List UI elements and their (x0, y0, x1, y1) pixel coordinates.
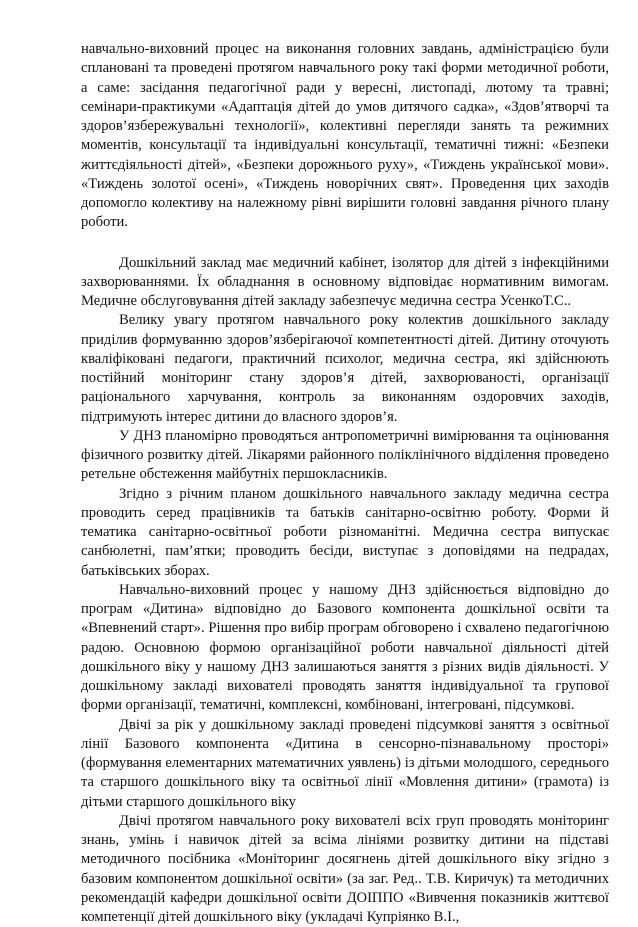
paragraph-sanitary-education: Згідно з річним планом дошкільного навчального закладу медична сестра проводить серед працівників та батьків санітарно-освітню роботу. Форми й тематика санітарно-освітньої роботи різноманітні. Медична сестра випускає санбюлетні, пам’ятки; проводить бесіди, виступає з доповідями на педрадах, батьківських зборах. (81, 485, 609, 579)
paragraph-anthropometry: У ДНЗ планомірно проводяться антропометричні вимірювання та оцінювання фізичного розвитку дітей. Лікарями районного поліклінічного відділення проведено ретельне обстеження майбутніх першокласників. (81, 427, 609, 483)
paragraph-gap (81, 233, 609, 254)
document-body (81, 40, 609, 927)
paragraph-medical-office: Дошкільний заклад має медичний кабінет, ізолятор для дітей з інфекційними захворюваннями. Їх обладнання в основному відповідає нормативним вимогам. Медичне обслуговування дітей закладу забезпечує медична сестра УсенкоТ.С.. (81, 254, 609, 309)
paragraph-final-classes: Двічі за рік у дошкільному закладі проведені підсумкові заняття з освітньої лінії Базового компонента «Дитина в сенсорно-пізнавальному просторі» (формування елементарних математичних уявлень) із дітьми молодшого, середнього та старшого дошкільного віку та освітньої лінії «Мовлення дитини» (грамота) із дітьми старшого дошкільного віку (81, 716, 609, 810)
paragraph-educational-process: Навчально-виховний процес у нашому ДНЗ здійснюється відповідно до програм «Дитина» відповідно до Базового компонента дошкільної освіти та «Впевнений старт». Рішення про вибір програм обговорено і схвалено педагогічною радою. Основною формою організаційної роботи навчальної діяльності дітей дошкільного віку у нашому ДНЗ залишаються заняття з різних видів діяльності. У дошкільному закладі вихователі проводять заняття індивідуальної та групової форми організації, тематичні, комплексні, комбіновані, інтегровані, підсумкові. (81, 581, 609, 714)
paragraph-monitoring: Двічі протягом навчального року вихователі всіх груп проводять моніторинг знань, умінь і навичок дітей за всіма лініями розвитку дитини на підставі методичного посібника «Моніторинг досягнень дітей дошкільного віку згідно з базовим компонентом дошкільної освіти» (за заг. Ред.. Т.В. Киричук) та методичних рекомендацій кафедри дошкільної освіти ДОІППО «Вивчення показників життєвої компетенції дітей дошкільного віку (укладачі Купріянко В.І., (81, 812, 609, 925)
paragraph-health-competence: Велику увагу протягом навчального року колектив дошкільного закладу приділив формуванню здоров’язберігаючої компетентності дітей. Дитину оточують кваліфіковані педагоги, практичний психолог, медична сестра, які здійснюють постійний моніторинг стану здоров’я дітей, захворюваності, організації раціонального харчування, контроль за виконанням оздоровчих заходів, підтримують інтерес дитини до власного здоров’я. (81, 312, 609, 425)
paragraph-work-forms: навчально-виховний процес на виконання головних завдань, адміністрацією були сплановані та проведені протягом навчального року такі форми методичної роботи, а саме: засідання педагогічної ради у вересні, листопаді, лютому та травні; семінари-практикуми «Адаптація дітей до умов дитячого садка», «Здов’ятворчі та здоров’язбережувальні технології», колективні перегляди занять та режимних моментів, консультації та індивідуальні консультації, тематичні тижні: «Безпеки життєдіяльності дітей», «Безпеки дорожнього руху», «Тиждень української мови». «Тиждень золотої осені», «Тиждень новорічних свят». Проведення цих заходів допомогло колективу на належному рівні вирішити головні завдання річного плану роботи. (81, 41, 609, 231)
